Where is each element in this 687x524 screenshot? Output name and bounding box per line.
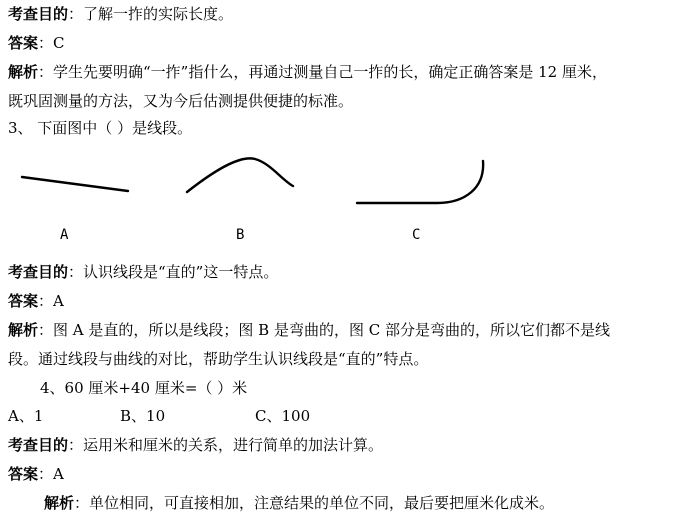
q2-analysis-text-1: ：学生先要明确“一拃”指什么，再通过测量自己一拃的长，确定正确答案是 12 厘米， [38,63,607,81]
q2-purpose-text: ：了解一拃的实际长度。 [68,5,234,23]
q4-option-c: C、100 [255,407,311,425]
q3-purpose-text: ：认识线段是“直的”这一特点。 [68,263,279,281]
q3-answer-text: ：A [38,292,64,310]
q4-purpose-text: ：运用米和厘米的关系，进行简单的加法计算。 [68,436,384,454]
q3-question [8,118,192,138]
q2-purpose-label: 考查目的 [8,5,69,23]
q2-answer-label: 答案 [8,34,39,52]
figure-label-b: B [236,227,245,243]
q3-figures [0,150,687,255]
q4-question [40,378,247,398]
figure-label-a: A [60,227,69,243]
q3-answer-line [8,291,64,311]
q4-analysis-label: 解析 [44,494,75,512]
q4-analysis-text: ：单位相同，可直接相加，注意结果的单位不同，最后要把厘米化成米。 [74,494,555,512]
q3-question-text: 3、 下面图中（ ）是线段。 [8,119,193,137]
q3-analysis-line-1 [8,320,610,340]
q3-purpose-line [8,262,278,282]
q4-answer-label: 答案 [8,465,39,483]
q4-analysis-line [44,493,554,513]
figure-c-line-curve [357,161,483,203]
q4-purpose-label: 考查目的 [8,436,69,454]
q3-analysis-line-2 [8,349,428,369]
figure-b-curve [187,158,293,192]
q4-question-text: 4、60 厘米+40 厘米=（ ）米 [40,379,248,397]
q3-analysis-text-1: ：图 A 是直的，所以是线段；图 B 是弯曲的，图 C 部分是弯曲的，所以它们都不是线 [38,321,610,339]
q4-purpose-line [8,435,383,455]
q3-purpose-label: 考查目的 [8,263,69,281]
q2-analysis-label: 解析 [8,63,39,81]
q2-analysis-line-2 [8,91,353,111]
q4-option-a: A、1 [8,407,44,425]
q3-analysis-text-2: 段。通过线段与曲线的对比，帮助学生认识线段是“直的”特点。 [8,350,429,368]
figure-label-c: C [412,227,421,243]
figure-a-segment [22,177,128,191]
q3-analysis-label: 解析 [8,321,39,339]
q2-answer-text: ：C [38,34,65,52]
q4-option-b: B、10 [120,407,166,425]
q4-answer-line [8,464,64,484]
q3-answer-label: 答案 [8,292,39,310]
q2-analysis-text-2: 既巩固测量的方法，又为今后估测提供便捷的标准。 [8,92,354,110]
q2-analysis-line-1 [8,62,607,82]
q2-answer-line [8,33,65,53]
q4-answer-text: ：A [38,465,64,483]
q2-purpose-line [8,4,233,24]
